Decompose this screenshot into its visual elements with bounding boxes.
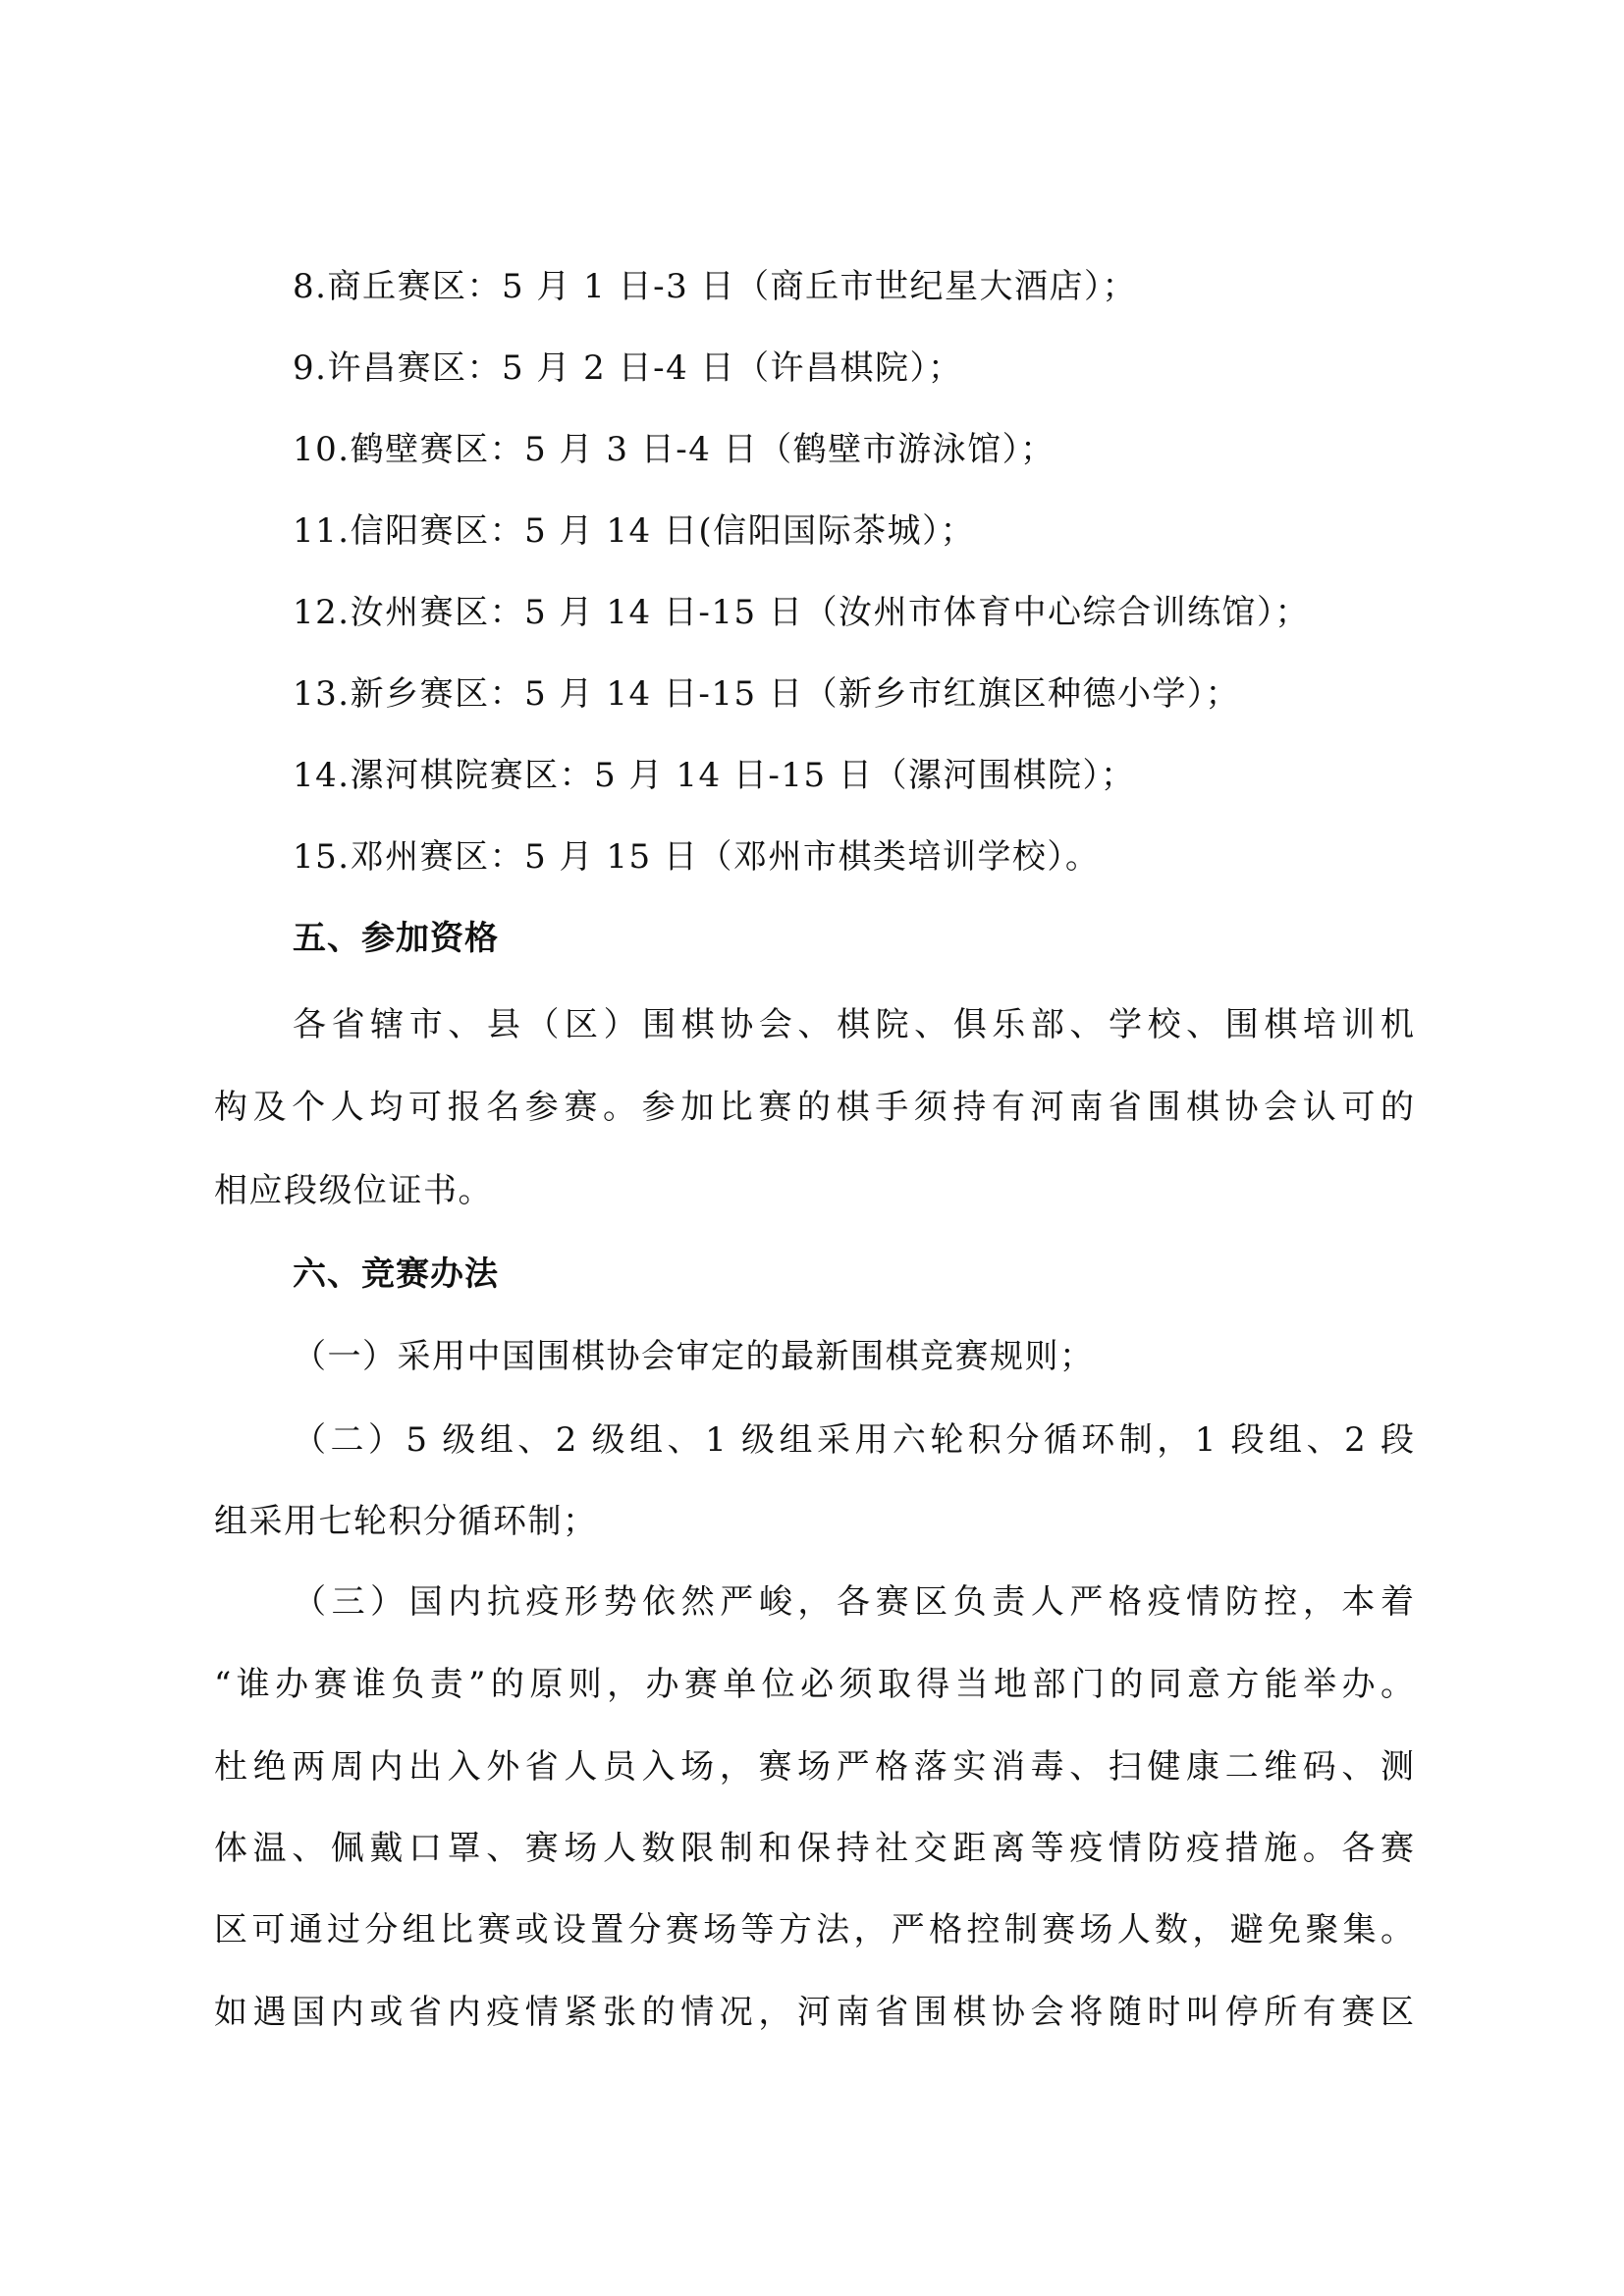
venue-item-10: 10.鹤壁赛区：5 月 3 日-4 日（鹤壁市游泳馆）； [293, 430, 1056, 469]
rule-item-3-line: 杜绝两周内出入外省人员入场，赛场严格落实消毒、扫健康二维码、测 [214, 1747, 1414, 1787]
venue-item-15: 15.邓州赛区：5 月 15 日（邓州市棋类培训学校）。 [293, 837, 1101, 877]
paragraph-line: 相应段级位证书。 [214, 1171, 493, 1210]
section-heading-competition-rules: 六、竞赛办法 [293, 1255, 499, 1294]
rule-item-3-line: “谁办赛谁负责”的原则，办赛单位必须取得当地部门的同意方能举办。 [214, 1665, 1414, 1704]
rule-item-2-line: （二）5 级组、2 级组、1 级组采用六轮积分循环制，1 段组、2 段 [293, 1420, 1414, 1460]
rule-item-2-line: 组采用七轮积分循环制； [214, 1502, 598, 1541]
venue-item-12: 12.汝州赛区：5 月 14 日-15 日（汝州市体育中心综合训练馆）； [293, 593, 1310, 632]
venue-item-13: 13.新乡赛区：5 月 14 日-15 日（新乡市红旗区种德小学）； [293, 674, 1240, 714]
venue-item-9: 9.许昌赛区：5 月 2 日-4 日（许昌棋院）； [293, 348, 963, 388]
rule-item-3-line: 区可通过分组比赛或设置分赛场等方法，严格控制赛场人数，避免聚集。 [214, 1910, 1414, 1949]
section-heading-eligibility: 五、参加资格 [293, 919, 499, 958]
paragraph-line: 构及个人均可报名参赛。参加比赛的棋手须持有河南省围棋协会认可的 [214, 1088, 1414, 1127]
venue-item-8: 8.商丘赛区：5 月 1 日-3 日（商丘市世纪星大酒店）； [293, 267, 1138, 306]
rule-item-3-line: （三）国内抗疫形势依然严峻，各赛区负责人严格疫情防控，本着 [293, 1582, 1414, 1622]
rule-item-1: （一）采用中国围棋协会审定的最新围棋竞赛规则； [293, 1337, 1095, 1376]
venue-item-14: 14.漯河棋院赛区：5 月 14 日-15 日（漯河围棋院）； [293, 756, 1136, 795]
rule-item-3-line: 体温、佩戴口罩、赛场人数限制和保持社交距离等疫情防疫措施。各赛 [214, 1829, 1414, 1868]
paragraph-line: 各省辖市、县（区）围棋协会、棋院、俱乐部、学校、围棋培训机 [293, 1005, 1414, 1044]
venue-item-11: 11.信阳赛区：5 月 14 日(信阳国际茶城）； [293, 511, 976, 551]
rule-item-3-line: 如遇国内或省内疫情紧张的情况，河南省围棋协会将随时叫停所有赛区 [214, 1993, 1414, 2032]
